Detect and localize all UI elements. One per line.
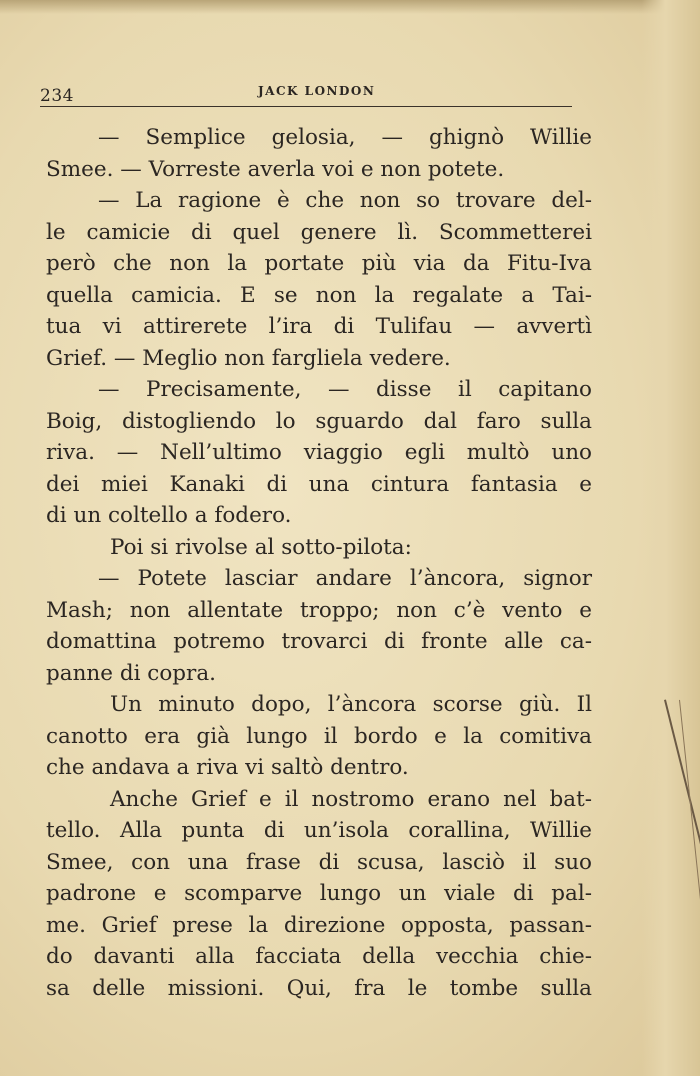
text-line: Smee. — Vorreste averla voi e non potete. — [46, 156, 505, 182]
text-line: — La ragione è che non so trovare del- — [98, 188, 592, 213]
text-line: me. Grief prese la direzione opposta, passan- — [46, 912, 592, 938]
text-line: tua vi attirerete l’ira di Tulifau — avvertì — [46, 314, 592, 339]
text-line: — Precisamente, — disse il capitano — [98, 377, 592, 402]
page-number: 234 — [40, 86, 74, 106]
text-line: Poi si rivolse al sotto-pilota: — [110, 534, 412, 560]
text-line: Un minuto dopo, l’àncora scorse giù. Il — [110, 692, 592, 717]
text-line: canotto era già lungo il bordo e la comitiva — [46, 723, 592, 749]
text-line: riva. — Nell’ultimo viaggio egli multò uno — [46, 440, 592, 465]
text-line: che andava a riva vi saltò dentro. — [46, 755, 409, 780]
text-line: quella camicia. E se non la regalate a Tai- — [46, 282, 592, 308]
body-text — [46, 122, 592, 1004]
text-line: tello. Alla punta di un’isola corallina, Willie — [46, 818, 592, 843]
text-line: di un coltello a fodero. — [46, 503, 292, 528]
text-line: Anche Grief e il nostromo erano nel bat- — [110, 786, 592, 812]
text-line: padrone e scomparve lungo un viale di pal- — [46, 881, 592, 906]
header-rule — [40, 106, 572, 107]
text-line: Mash; non allentate troppo; non c’è vento e — [46, 597, 592, 623]
text-line: panne di copra. — [46, 660, 216, 686]
text-line: Boig, distogliendo lo sguardo dal faro sulla — [46, 408, 592, 434]
text-line: Grief. — Meglio non fargliela vedere. — [46, 345, 451, 371]
text-line: però che non la portate più via da Fitu-Iva — [46, 251, 592, 276]
text-line: domattina potremo trovarci di fronte alle ca- — [46, 629, 592, 654]
text-line: Smee, con una frase di scusa, lasciò il suo — [46, 849, 592, 875]
page-header — [40, 82, 570, 112]
text-line: — Semplice gelosia, — ghignò Willie — [98, 125, 592, 150]
text-line: sa delle missioni. Qui, fra le tombe sulla — [46, 975, 592, 1001]
text-line: do davanti alla facciata della vecchia chie- — [46, 944, 592, 969]
page-edge — [642, 0, 700, 1076]
page-top-shadow — [0, 0, 700, 14]
text-line: le camicie di quel genere lì. Scommetterei — [46, 219, 592, 245]
text-line: — Potete lasciar andare l’àncora, signor — [98, 566, 592, 591]
text-line: dei miei Kanaki di una cintura fantasia e — [46, 471, 592, 497]
running-title: JACK LONDON — [258, 84, 376, 98]
